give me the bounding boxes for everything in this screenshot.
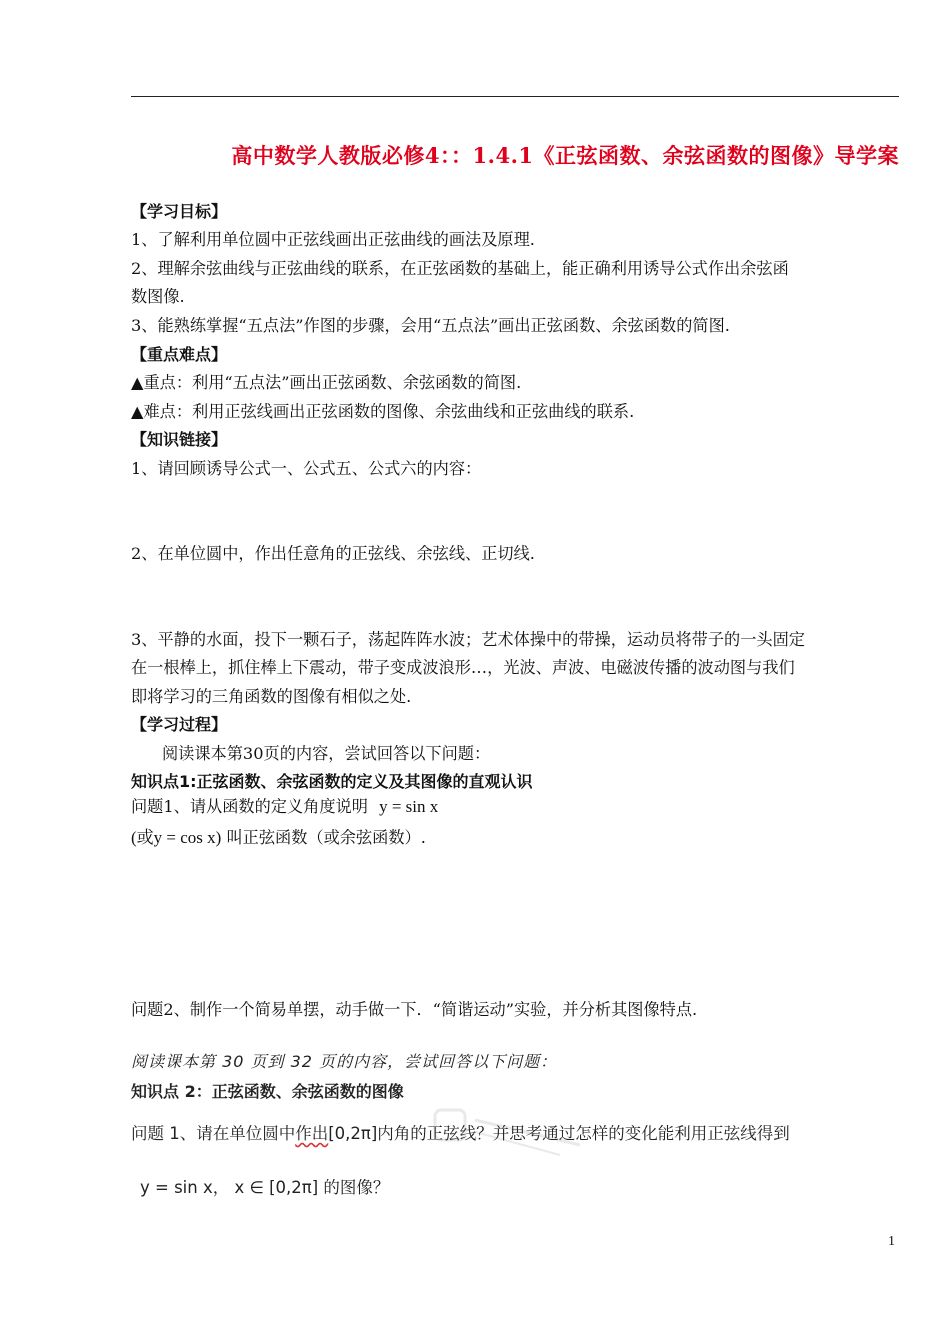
goal-item-2: 2、理解余弦曲线与正弦曲线的联系，在正弦函数的基础上，能正确利用诱导公式作出余弦函 [131,259,789,278]
scanned-question-1-c: [0,2π]内角的正弦线？并思考通过怎样的变化能利用正弦线得到 [328,1124,790,1143]
key-point: ▲重点：利用“五点法”画出正弦函数、余弦函数的简图. [131,373,522,392]
document-title: 高中数学人教版必修4：：1.4.1《正弦函数、余弦函数的图像》导学案 [231,143,899,168]
process-heading: 【学习过程】 [131,715,228,734]
link-question-3-cont-2: 即将学习的三角函数的图像有相似之处. [131,687,412,706]
page-number: 1 [888,1234,895,1249]
goal-item-1: 1、了解利用单位圆中正弦线画出正弦曲线的画法及原理. [131,230,535,249]
link-question-3: 3、平静的水面，投下一颗石子，荡起阵阵水波；艺术体操中的带操，运动员将带子的一头固定 [131,630,805,649]
links-heading: 【知识链接】 [131,430,228,449]
knowledge-point-1: 知识点1:正弦函数、余弦函数的定义及其图像的直观认识 [131,772,533,791]
question-1 [131,797,438,817]
key-heading: 【重点难点】 [131,345,228,364]
scanned-question-1-underlined: 作出 [295,1124,329,1143]
scanned-question-1-formula: y = sin x， x ∈ [0,2π] 的图像？ [140,1178,390,1197]
question-2: 问题2、制作一个简易单摆，动手做一下．“简谐运动”实验，并分析其图像特点. [131,1000,698,1019]
difficult-point: ▲难点：利用正弦线画出正弦函数的图像、余弦曲线和正弦曲线的联系. [131,402,635,421]
watermark-logo [430,1100,590,1170]
link-question-1: 1、请回顾诱导公式一、公式五、公式六的内容： [131,459,482,478]
sin-formula: y = sin x [379,797,439,816]
cos-formula: (或y = cos x) [131,828,222,847]
scanned-question-1-a: 问题 1、请在单位圆中 [131,1124,296,1143]
goal-item-3: 3、能熟练掌握“五点法”作图的步骤，会用“五点法”画出正弦函数、余弦函数的简图. [131,316,730,335]
link-question-2: 2、在单位圆中，作出任意角的正弦线、余弦线、正切线. [131,544,535,563]
goals-heading: 【学习目标】 [131,202,228,221]
question-1-cont-text: 叫正弦函数（或余弦函数）. [226,828,426,847]
knowledge-point-2: 知识点 2：正弦函数、余弦函数的图像 [131,1082,404,1101]
scanned-intro: 阅读课本第 30 页到 32 页的内容，尝试回答以下问题： [131,1052,558,1071]
link-question-3-cont-1: 在一根棒上，抓住棒上下震动，带子变成波浪形…，光波、声波、电磁波传播的波动图与我们 [131,658,795,677]
question-1-cont [131,828,426,848]
process-intro: 阅读课本第30页的内容，尝试回答以下问题： [162,744,491,763]
header-rule [131,96,899,97]
goal-item-2-cont: 数图像. [131,287,185,306]
question-1-text: 问题1、请从函数的定义角度说明 [131,797,368,816]
